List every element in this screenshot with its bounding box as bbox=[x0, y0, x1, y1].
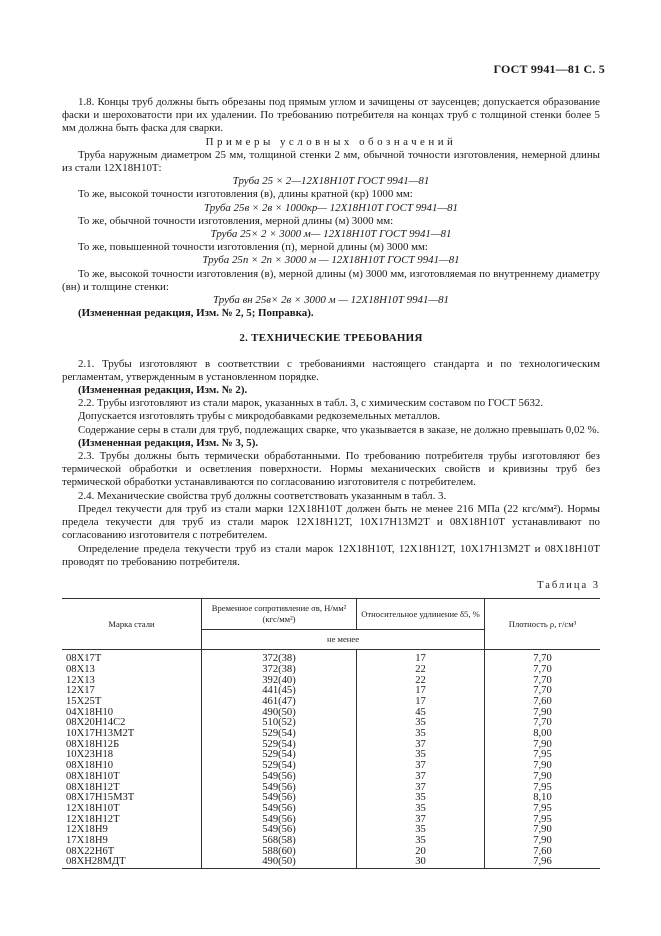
table-row bbox=[62, 650, 600, 665]
density-cell: 8,10 bbox=[485, 793, 601, 804]
table-row bbox=[62, 847, 600, 858]
density-cell: 7,90 bbox=[485, 772, 601, 783]
elongation-cell: 37 bbox=[357, 740, 485, 751]
example-3-text: То же, обычной точности изготовления, мерной длины (м) 3000 мм: bbox=[78, 214, 394, 227]
elongation-cell: 35 bbox=[357, 750, 485, 761]
strength-cell: 549(56) bbox=[202, 783, 357, 794]
density-cell: 7,95 bbox=[485, 815, 601, 826]
grade-cell: 08Х18Н12Т bbox=[66, 781, 120, 793]
table-row bbox=[62, 783, 600, 794]
table-row bbox=[62, 676, 600, 687]
elongation-cell: 30 bbox=[357, 857, 485, 868]
elongation-cell: 35 bbox=[357, 729, 485, 740]
strength-cell: 461(47) bbox=[202, 697, 357, 708]
elongation-cell: 35 bbox=[357, 718, 485, 729]
table-row bbox=[62, 761, 600, 772]
grade-cell: 08Х13 bbox=[66, 663, 95, 675]
elongation-cell: 22 bbox=[357, 665, 485, 676]
strength-cell: 372(38) bbox=[202, 665, 357, 676]
grade-cell: 08Х22Н6Т bbox=[66, 845, 115, 857]
grade-cell: 08Х17Н15М3Т bbox=[66, 792, 135, 804]
density-cell: 7,70 bbox=[485, 676, 601, 687]
example-5-text: То же, высокой точности изготовления (в), мерной длины (м) 3000 мм, изготовляемая по внутреннему диаметру (вн) и толщине стенки: bbox=[62, 267, 600, 293]
grade-cell: 12Х18Н10Т bbox=[66, 802, 120, 814]
strength-cell: 549(56) bbox=[202, 793, 357, 804]
table-row bbox=[62, 665, 600, 676]
grade-cell: 08Х20Н14С2 bbox=[66, 717, 126, 729]
table-row bbox=[62, 857, 600, 868]
strength-cell: 392(40) bbox=[202, 676, 357, 687]
example-1-formula: Труба 25 × 2—12Х18Н10Т ГОСТ 9941—81 bbox=[232, 175, 430, 188]
examples-title: Примеры условных обозначений bbox=[205, 135, 457, 148]
strength-cell: 529(54) bbox=[202, 729, 357, 740]
grade-cell: 17Х18Н9 bbox=[66, 835, 108, 847]
elongation-cell: 35 bbox=[357, 825, 485, 836]
table-row bbox=[62, 772, 600, 783]
header-density: Плотность ρ, г/см³ bbox=[485, 599, 601, 650]
properties-table bbox=[62, 598, 600, 869]
density-cell: 7,70 bbox=[485, 650, 601, 665]
grade-cell: 10Х23Н18 bbox=[66, 749, 114, 761]
header-strength: Временное сопротивление σв, Н/мм² (кгс/мм²) bbox=[202, 599, 357, 630]
grade-cell: 15Х25Т bbox=[66, 695, 102, 707]
strength-cell: 372(38) bbox=[202, 650, 357, 665]
density-cell: 7,60 bbox=[485, 697, 601, 708]
table-body bbox=[62, 650, 600, 869]
grade-cell: 12Х18Н12Т bbox=[66, 813, 120, 825]
density-cell: 7,90 bbox=[485, 825, 601, 836]
elongation-cell: 17 bbox=[357, 650, 485, 665]
strength-cell: 529(54) bbox=[202, 750, 357, 761]
grade-cell: 10Х17Н13М2Т bbox=[66, 728, 135, 740]
example-2-text: То же, высокой точности изготовления (в), длины кратной (кр) 1000 мм: bbox=[78, 188, 413, 201]
density-cell: 7,95 bbox=[485, 783, 601, 794]
grade-cell: 12Х18Н9 bbox=[66, 824, 108, 836]
paragraph-2-1: 2.1. Трубы изготовляют в соответствии с требованиями настоящего стандарта и по технологическим регламентам, утвержденным в установленном порядке. bbox=[62, 357, 600, 383]
table-row bbox=[62, 718, 600, 729]
strength-cell: 549(56) bbox=[202, 825, 357, 836]
table-row bbox=[62, 740, 600, 751]
strength-cell: 529(54) bbox=[202, 740, 357, 751]
elongation-cell: 45 bbox=[357, 708, 485, 719]
strength-cell: 568(58) bbox=[202, 836, 357, 847]
example-5-formula: Труба вн 25в× 2в × 3000 м — 12Х18Н10Т 9941—81 bbox=[213, 294, 449, 307]
grade-cell: 04Х18Н10 bbox=[66, 706, 114, 718]
density-cell: 7,70 bbox=[485, 665, 601, 676]
strength-cell: 549(56) bbox=[202, 804, 357, 815]
elongation-cell: 35 bbox=[357, 793, 485, 804]
table-row bbox=[62, 825, 600, 836]
elongation-cell: 22 bbox=[357, 676, 485, 687]
header-min-note: не менее bbox=[202, 630, 485, 650]
paragraph-2-2-c: Содержание серы в стали для труб, подлежащих сварке, что указывается в заказе, не должно превышать 0,02 %. bbox=[78, 423, 600, 436]
grade-cell: 08Х18Н12Б bbox=[66, 738, 120, 750]
paragraph-2-4-c: Определение предела текучести труб из стали марок 12Х18Н10Т, 12Х18Н12Т, 10Х17Н13М2Т и 08Х18Н10Т проводят по требованию потребителя. bbox=[62, 542, 600, 568]
elongation-cell: 37 bbox=[357, 761, 485, 772]
table-row bbox=[62, 686, 600, 697]
grade-cell: 08Х18Н10Т bbox=[66, 770, 120, 782]
elongation-cell: 35 bbox=[357, 804, 485, 815]
density-cell: 7,96 bbox=[485, 857, 601, 868]
strength-cell: 441(45) bbox=[202, 686, 357, 697]
strength-cell: 510(52) bbox=[202, 718, 357, 729]
grade-cell: 08Х18Н10 bbox=[66, 760, 114, 772]
table-row bbox=[62, 793, 600, 804]
elongation-cell: 37 bbox=[357, 783, 485, 794]
elongation-cell: 17 bbox=[357, 686, 485, 697]
table-row bbox=[62, 815, 600, 826]
example-3-formula: Труба 25× 2 × 3000 м— 12Х18Н10Т ГОСТ 9941—81 bbox=[210, 228, 452, 241]
example-1-text: Труба наружным диаметром 25 мм, толщиной стенки 2 мм, обычной точности изготовления, немерной длины из стали 12Х18Н10Т: bbox=[62, 148, 600, 175]
example-4-formula: Труба 25п × 2п × 3000 м — 12Х18Н10Т ГОСТ 9941—81 bbox=[202, 254, 460, 267]
paragraph-2-4-b: Предел текучести для труб из стали марки 12Х18Н10Т должен быть не менее 216 МПа (22 кгс/мм²). Нормы предела текучести для труб из стали марок 12Х18Н12Т, 10Х17Н13М2Т и 08Х18Н10Т устанавливают по согласованию изготовителя с потребителем. bbox=[62, 502, 600, 542]
paragraph-2-2: 2.2. Трубы изготовляют из стали марок, указанных в табл. 3, с химическим составом по ГОСТ 5632. bbox=[78, 397, 544, 410]
elongation-cell: 20 bbox=[357, 847, 485, 858]
body-text bbox=[62, 96, 600, 869]
grade-cell: 08Х17Т bbox=[66, 653, 102, 665]
density-cell: 7,95 bbox=[485, 750, 601, 761]
paragraph-2-3: 2.3. Трубы должны быть термически обработанными. По требованию потребителя трубы изготовляют без термической обработки и осветления поверхности. Нормы механических свойств и кривизны труб без термической обработки устанавливаются по согласованию изготовителя с потребителем. bbox=[62, 450, 600, 489]
elongation-cell: 37 bbox=[357, 772, 485, 783]
grade-cell: 12Х17 bbox=[66, 685, 95, 697]
strength-cell: 588(60) bbox=[202, 847, 357, 858]
strength-cell: 490(50) bbox=[202, 857, 357, 868]
example-2-formula: Труба 25в × 2в × 1000кр— 12Х18Н10Т ГОСТ 9941—81 bbox=[204, 201, 458, 214]
table-row bbox=[62, 729, 600, 740]
table-row bbox=[62, 836, 600, 847]
elongation-cell: 37 bbox=[357, 815, 485, 826]
table-row bbox=[62, 750, 600, 761]
density-cell: 7,90 bbox=[485, 708, 601, 719]
edit-note-2-1: (Измененная редакция, Изм. № 2). bbox=[78, 384, 248, 397]
example-4-text: То же, повышенной точности изготовления (п), мерной длины (м) 3000 мм: bbox=[78, 241, 428, 254]
density-cell: 7,90 bbox=[485, 740, 601, 751]
density-cell: 7,90 bbox=[485, 836, 601, 847]
section-title: 2. ТЕХНИЧЕСКИЕ ТРЕБОВАНИЯ bbox=[239, 332, 423, 345]
paragraph-1-8: 1.8. Концы труб должны быть обрезаны под прямым углом и зачищены от заусенцев; допускается образование фаски и шероховатости при их удалении. По требованию потребителя на концах труб с толщиной стенки более 5 мм должна быть фаска для сварки. bbox=[62, 96, 600, 135]
density-cell: 7,95 bbox=[485, 804, 601, 815]
table-row bbox=[62, 697, 600, 708]
density-cell: 7,70 bbox=[485, 718, 601, 729]
density-cell: 8,00 bbox=[485, 729, 601, 740]
table-caption: Таблица 3 bbox=[537, 579, 600, 591]
density-cell: 7,70 bbox=[485, 686, 601, 697]
page-header: ГОСТ 9941—81 С. 5 bbox=[493, 62, 605, 76]
table-row bbox=[62, 708, 600, 719]
density-cell: 7,90 bbox=[485, 761, 601, 772]
edit-note-2-2: (Измененная редакция, Изм. № 3, 5). bbox=[78, 436, 259, 449]
strength-cell: 549(56) bbox=[202, 772, 357, 783]
density-cell: 7,60 bbox=[485, 847, 601, 858]
paragraph-2-4: 2.4. Механические свойства труб должны соответствовать указанным в табл. 3. bbox=[78, 489, 447, 502]
header-elongation: Относительное удлинение δ5, % bbox=[357, 599, 485, 630]
grade-cell: 12Х13 bbox=[66, 674, 95, 686]
elongation-cell: 35 bbox=[357, 836, 485, 847]
paragraph-2-2-b: Допускается изготовлять трубы с микродобавками редкоземельных металлов. bbox=[78, 410, 441, 423]
elongation-cell: 17 bbox=[357, 697, 485, 708]
strength-cell: 549(56) bbox=[202, 815, 357, 826]
header-grade: Марка стали bbox=[62, 599, 202, 650]
edit-note-1: (Измененная редакция, Изм. № 2, 5; Поправка). bbox=[78, 307, 314, 320]
grade-cell: 08ХН28МДТ bbox=[62, 857, 202, 868]
strength-cell: 529(54) bbox=[202, 761, 357, 772]
table-row bbox=[62, 804, 600, 815]
strength-cell: 490(50) bbox=[202, 708, 357, 719]
